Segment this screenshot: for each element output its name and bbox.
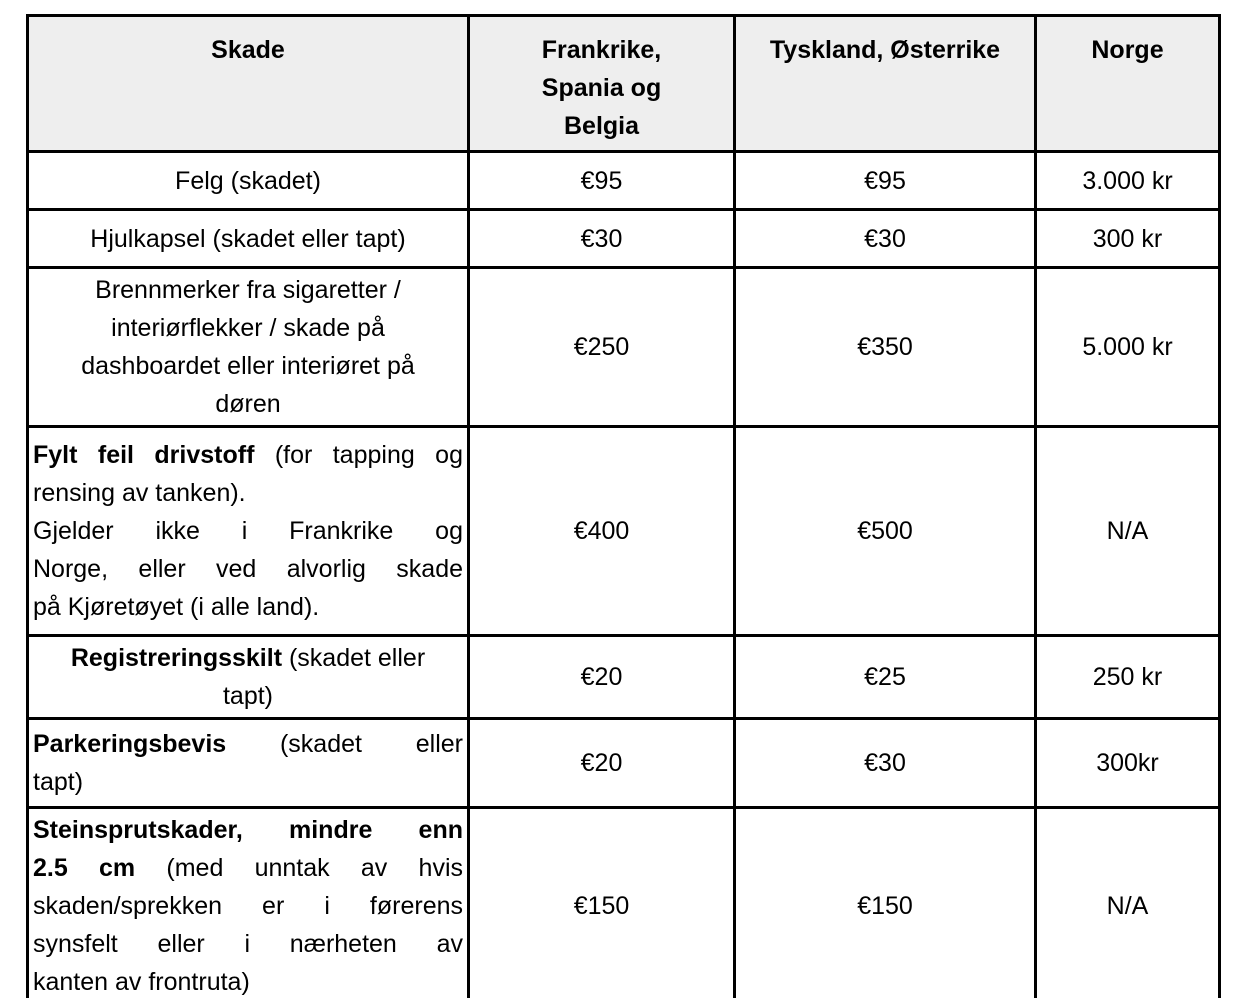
- damage-cell-feil-drivstoff: [28, 427, 469, 636]
- table-row-hjulkapsel: [28, 210, 1220, 268]
- fee-parkeringsbevis-norge: 300kr: [1036, 719, 1220, 808]
- text-line: Brennmerker fra sigaretter /: [95, 276, 401, 304]
- text-line: Parkeringsbevis (skadet eller: [33, 730, 463, 758]
- damage-cell-hjulkapsel: [28, 210, 469, 268]
- table-row-feil-drivstoff: [28, 427, 1220, 636]
- text-line: kanten av frontruta): [33, 968, 250, 996]
- text-line: Registreringsskilt (skadet eller: [70, 644, 426, 672]
- text-line: rensing av tanken).: [33, 479, 246, 507]
- text-line: på Kjøretøyet (i alle land).: [33, 593, 320, 621]
- text-line: interiørflekker / skade på: [111, 314, 385, 342]
- text-line: dashboardet eller interiøret på: [81, 352, 415, 380]
- header-cell-norge: [1036, 16, 1220, 152]
- fee-registreringsskilt-norge: 250 kr: [1036, 636, 1220, 719]
- fee-felg-norge: 3.000 kr: [1036, 152, 1220, 210]
- text-line: tapt): [222, 682, 274, 710]
- text-line: Steinsprutskader, mindre enn: [33, 816, 463, 844]
- fee-hjulkapsel-frankrike: €30: [469, 210, 735, 268]
- fee-felg-tyskland: €95: [735, 152, 1036, 210]
- text-line: Frankrike,: [541, 36, 662, 64]
- text-line: tapt): [33, 768, 84, 796]
- damage-cell-registreringsskilt: [28, 636, 469, 719]
- damage-fee-table: [26, 14, 1221, 998]
- damage-cell-felg: [28, 152, 469, 210]
- fee-registreringsskilt-frankrike: €20: [469, 636, 735, 719]
- text-line: døren: [215, 390, 281, 418]
- header-cell-skade: [28, 16, 469, 152]
- fee-registreringsskilt-tyskland: €25: [735, 636, 1036, 719]
- fee-steinsprutskader-norge: N/A: [1036, 808, 1220, 998]
- header-cell-tyskland-osterrike: [735, 16, 1036, 152]
- table-row-felg: [28, 152, 1220, 210]
- text-line: skaden/sprekken er i førerens: [33, 892, 463, 920]
- text-line: Fylt feil drivstoff (for tapping og: [33, 441, 463, 469]
- damage-cell-brennmerker: [28, 268, 469, 427]
- text-line: Spania og: [541, 74, 662, 102]
- header-row: [28, 16, 1220, 152]
- fee-steinsprutskader-tyskland: €150: [735, 808, 1036, 998]
- fee-hjulkapsel-tyskland: €30: [735, 210, 1036, 268]
- fee-feil-drivstoff-tyskland: €500: [735, 427, 1036, 636]
- text-line: 2.5 cm (med unntak av hvis: [33, 854, 463, 882]
- fee-brennmerker-tyskland: €350: [735, 268, 1036, 427]
- table-row-brennmerker: [28, 268, 1220, 427]
- fee-brennmerker-frankrike: €250: [469, 268, 735, 427]
- fee-parkeringsbevis-tyskland: €30: [735, 719, 1036, 808]
- fee-feil-drivstoff-norge: N/A: [1036, 427, 1220, 636]
- text-line: Skade: [211, 36, 285, 64]
- text-line: Felg (skadet): [175, 166, 321, 195]
- text-line: Norge: [1091, 36, 1164, 64]
- damage-cell-steinsprutskader: [28, 808, 469, 998]
- text-line: synsfelt eller i nærheten av: [33, 930, 463, 958]
- fee-feil-drivstoff-frankrike: €400: [469, 427, 735, 636]
- header-cell-frankrike-spania-belgia: [469, 16, 735, 152]
- text-line: Gjelder ikke i Frankrike og: [33, 517, 463, 545]
- table-row-parkeringsbevis: [28, 719, 1220, 808]
- text-line: Hjulkapsel (skadet eller tapt): [90, 224, 406, 253]
- table-row-registreringsskilt: [28, 636, 1220, 719]
- fee-felg-frankrike: €95: [469, 152, 735, 210]
- fee-parkeringsbevis-frankrike: €20: [469, 719, 735, 808]
- table-row-steinsprutskader: [28, 808, 1220, 998]
- fee-steinsprutskader-frankrike: €150: [469, 808, 735, 998]
- fee-hjulkapsel-norge: 300 kr: [1036, 210, 1220, 268]
- text-line: Belgia: [563, 112, 640, 140]
- text-line: Norge, eller ved alvorlig skade: [33, 555, 463, 583]
- fee-brennmerker-norge: 5.000 kr: [1036, 268, 1220, 427]
- damage-cell-parkeringsbevis: [28, 719, 469, 808]
- text-line: Tyskland, Østerrike: [769, 36, 1001, 64]
